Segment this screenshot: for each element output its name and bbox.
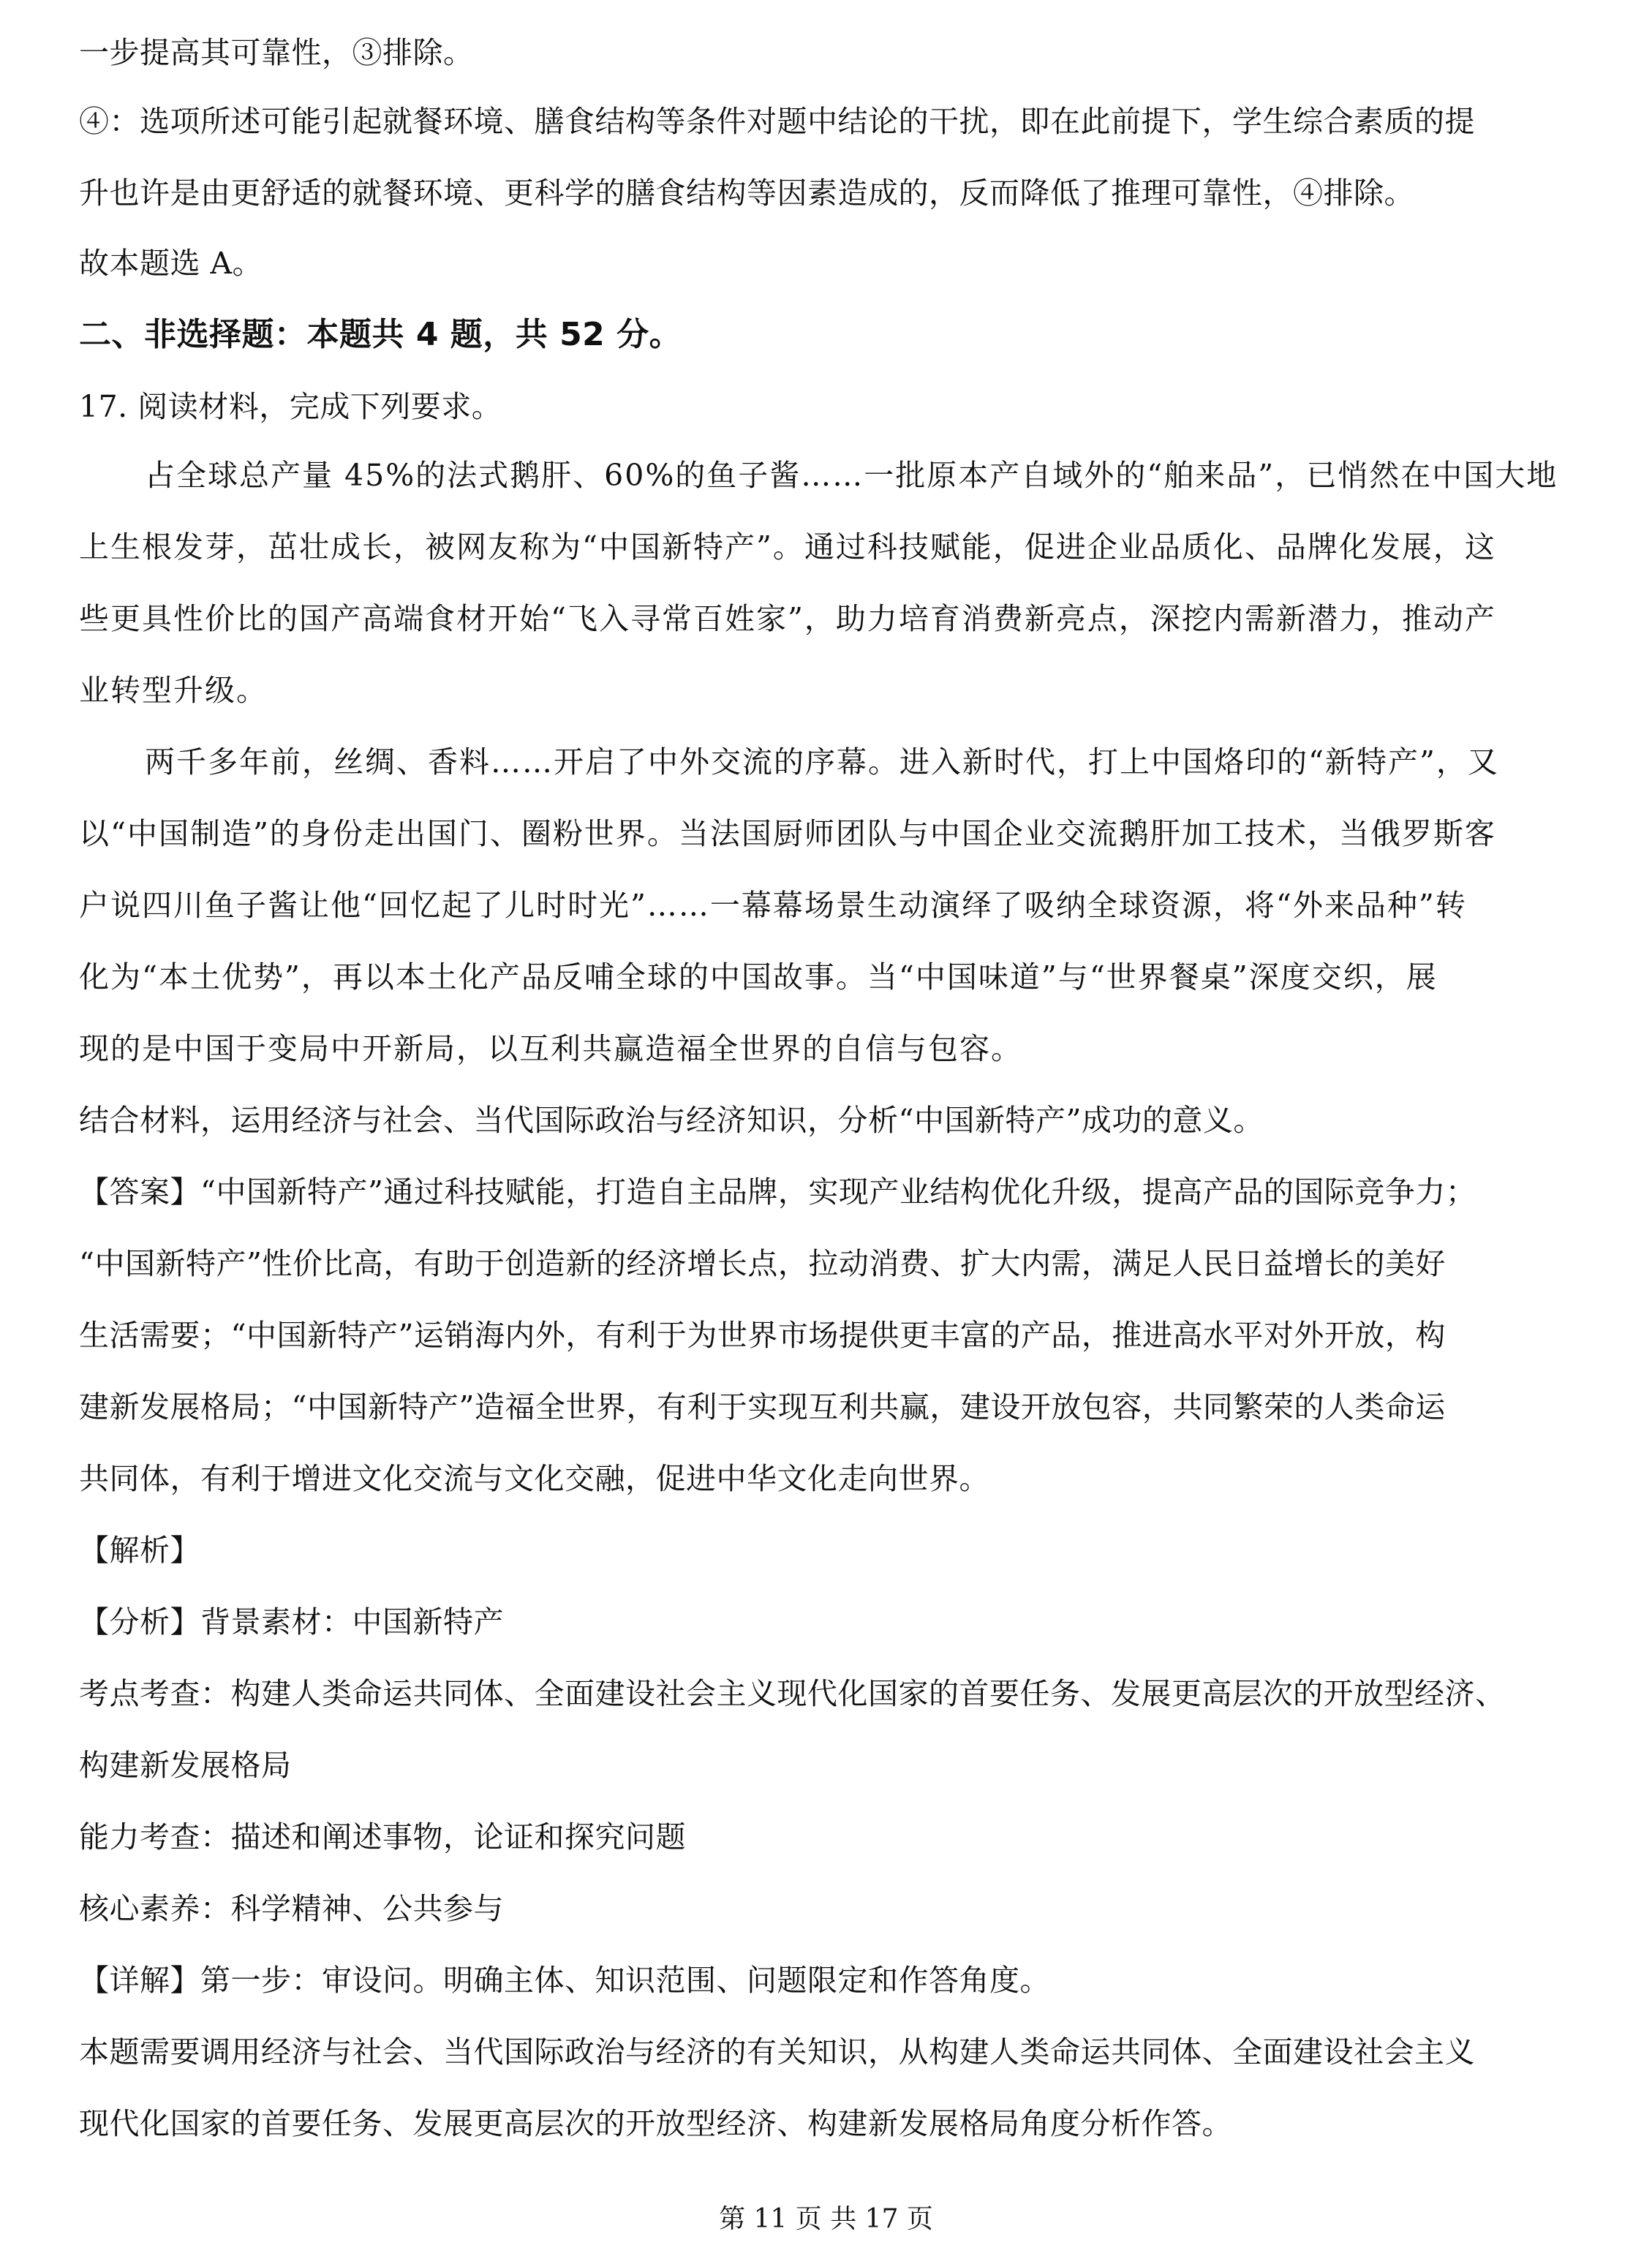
answer-line-1: 【答案】“中国新特产”通过科技赋能，打造自主品牌，实现产业结构优化升级，提高产品的国际竞争力； [79,1174,1476,1210]
detail-step-1: 【详解】第一步：审设问。明确主体、知识范围、问题限定和作答角度。 [79,1963,1050,1998]
page-number: 第 11 页 共 17 页 [719,2204,933,2234]
text-line-4: 故本题选 A。 [79,246,263,281]
text-line-3: 升也许是由更舒适的就餐环境、更科学的膳食结构等因素造成的，反而降低了推理可靠性，④排除。 [79,176,1414,211]
analysis-ability: 能力考查：描述和阐述事物，论证和探究问题 [79,1819,686,1855]
detail-line-2: 现代化国家的首要任务、发展更高层次的开放型经济、构建新发展格局角度分析作答。 [79,2106,1232,2141]
analysis-label: 【解析】 [79,1533,200,1568]
analysis-background: 【分析】背景素材：中国新特产 [79,1604,504,1640]
material-para-1-line-3: 些更具性价比的国产高端食材开始“飞入寻常百姓家”，助力培育消费新亮点，深挖内需新潜力，推动产 [79,601,1496,636]
analysis-literacy: 核心素养：科学精神、公共参与 [79,1891,504,1926]
text-line-1: 一步提高其可靠性，③排除。 [79,35,474,70]
answer-line-3: 生活需要；“中国新特产”运销海内外，有利于为世界市场提供更丰富的产品，推进高水平对外开放，构 [79,1318,1446,1353]
detail-line-1: 本题需要调用经济与社会、当代国际政治与经济的有关知识，从构建人类命运共同体、全面建设社会主义 [79,2034,1475,2069]
question-title: 17. 阅读材料，完成下列要求。 [79,389,502,424]
analysis-points-line-1: 考点考查：构建人类命运共同体、全面建设社会主义现代化国家的首要任务、发展更高层次的开放型经济、 [79,1676,1506,1711]
material-para-2-line-4: 化为“本土优势”，再以本土化产品反哺全球的中国故事。当“中国味道”与“世界餐桌”深度交织，展 [79,959,1438,995]
material-para-1-line-4: 业转型升级。 [79,673,268,708]
material-para-1-line-2: 上生根发芽，茁壮成长，被网友称为“中国新特产”。通过科技赋能，促进企业品质化、品牌化发展，这 [79,529,1496,565]
answer-line-4: 建新发展格局；“中国新特产”造福全世界，有利于实现互利共赢，建设开放包容，共同繁荣的人类命运 [79,1389,1446,1425]
question-prompt: 结合材料，运用经济与社会、当代国际政治与经济知识，分析“中国新特产”成功的意义。 [79,1103,1264,1138]
material-para-2-line-1: 两千多年前，丝绸、香料……开启了中外交流的序幕。进入新时代，打上中国烙印的“新特产”，又 [145,744,1499,780]
material-para-1-line-1: 占全球总产量 45%的法式鹅肝、60%的鱼子酱……一批原本产自域外的“舶来品”，已悄然在中国大地 [145,458,1558,493]
analysis-points-line-2: 构建新发展格局 [79,1748,292,1783]
answer-line-5: 共同体，有利于增进文化交流与文化交融，促进中华文化走向世界。 [79,1461,989,1496]
material-para-2-line-3: 户说四川鱼子酱让他“回忆起了儿时时光”……一幕幕场景生动演绎了吸纳全球资源，将“外来品种”转 [79,888,1467,923]
answer-line-2: “中国新特产”性价比高，有助于创造新的经济增长点，拉动消费、扩大内需，满足人民日益增长的美好 [79,1246,1446,1281]
material-para-2-line-5: 现的是中国于变局中开新局，以互利共赢造福全世界的自信与包容。 [79,1031,1022,1066]
text-line-2: ④：选项所述可能引起就餐环境、膳食结构等条件对题中结论的干扰，即在此前提下，学生综合素质的提 [79,104,1475,139]
material-para-2-line-2: 以“中国制造”的身份走出国门、圈粉世界。当法国厨师团队与中国企业交流鹅肝加工技术，当俄罗斯客 [79,816,1496,851]
section-heading: 二、非选择题：本题共 4 题，共 52 分。 [79,316,682,353]
